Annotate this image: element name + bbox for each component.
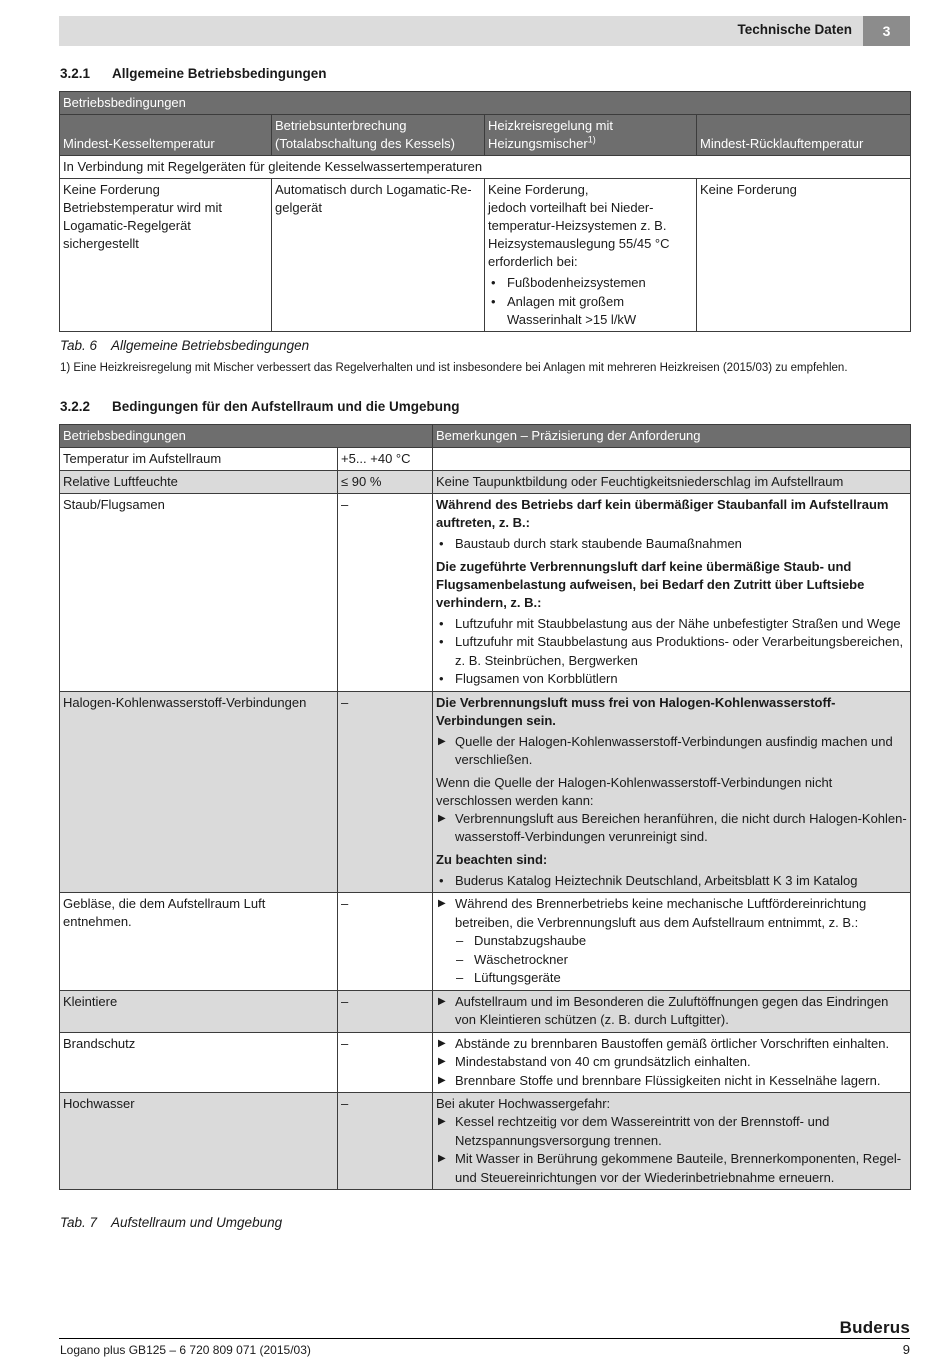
table-cell [433,1032,911,1093]
table-cell: – [338,1093,433,1190]
table-cell: – [338,494,433,692]
section-title: Bedingungen für den Aufstellraum und die Umgebung [112,399,460,414]
col-header-min-return-temp: Mindest-Rücklauftemperatur [697,115,911,156]
list-item: ▶ Verbrennungsluft aus Bereichen heranführen, die nicht durch Halogen-Kohlen-wasserstoff-Verbindungen verunreinigt sind. [436,810,907,847]
footnote-marker: 1) [587,134,596,145]
table-cell: Automatisch durch Logamatic-Re- gelgerät [272,179,485,332]
page-header [59,16,910,46]
table-cell: Temperatur im Aufstellraum [60,448,338,471]
table-cell: Die Verbrennungsluft muss frei von Halogen-Kohlenwasserstoff-Verbindungen sein. ▶ Quelle der Halogen-Kohlenwasserstoff-Verbindungen ausfindig machen und verschließen. Wenn die Quelle der Halogen-Kohlenwasserstoff-Verbindungen nicht verschlossen werden kann: ▶ Verbrennungsluft aus Bereichen heranführen, die nicht durch Halogen-Kohlen-wasserstoff-Verbindungen verunreinigt sind. Zu beachten sind: • Buderus Katalog Heiztechnik Deutschland, Arbeitsblatt K 3 im Katalog [433,691,911,893]
section-number: 3.2.2 [60,399,91,414]
col-header-heating-circuit: Heizkreisregelung mit Heizungsmischer$^{1)}$ [485,115,697,156]
header-title: Technische Daten [737,22,852,37]
table-cell: Halogen-Kohlenwasserstoff-Verbindungen [60,691,338,893]
table-cell: Staub/Flugsamen [60,494,338,692]
table-cell: Brandschutz [60,1032,338,1093]
table-cell: – [338,691,433,893]
list-item: ▶ Kessel rechtzeitig vor dem Wassereintritt von der Brennstoff- und Netzspannungsversorgung trennen. [436,1113,907,1150]
table-cell: +5... +40 °C [338,448,433,471]
col-header-min-boiler-temp: Mindest-Kesseltemperatur [60,115,272,156]
col-header-interruption: Betriebsunterbrechung (Totalabschaltung des Kessels) [272,115,485,156]
table-cell: Bei akuter Hochwassergefahr: ▶ Kessel rechtzeitig vor dem Wassereintritt von der Brennstoff- und Netzspannungsversorgung trennen. ▶ Mit Wasser in Berührung gekommene Bauteile, Brennerkomponenten, Regel- und Steuereinrichtungen vor der Wiederinbetriebnahme erneuern. [433,1093,911,1190]
table-cell: Keine Forderung, jedoch vorteilhaft bei Nieder- temperatur-Heizsystemen z. B. Heizsystemauslegung 55/45 °C erforderlich bei: • Fußbodenheizsystemen • Anlagen mit großem Wasserinhalt >15 l/kW [485,179,697,332]
table-caption-6: Tab. 6 Allgemeine Betriebsbedingungen [60,338,310,353]
table-cell [433,990,911,1032]
list-item: ▶ Brennbare Stoffe und brennbare Flüssigkeiten nicht in Kesselnähe lagern. [436,1072,907,1091]
page-number: 9 [902,1342,910,1357]
table-cell: – [338,990,433,1032]
buderus-logo: Buderus [839,1318,910,1337]
table-cell [433,893,911,991]
table-span-row: In Verbindung mit Regelgeräten für gleitende Kesselwassertemperaturen [60,156,911,179]
table-cell: – [338,893,433,991]
table-group-header: Betriebsbedingungen [60,92,911,115]
list-item: • Fußbodenheizsystemen [488,274,693,293]
table-cell: Relative Luftfeuchte [60,471,338,494]
table-cell [433,448,911,471]
table-cell: Während des Betriebs darf kein übermäßiger Staubanfall im Aufstellraum auftreten, z. B.: • Baustaub durch stark staubende Baumaßnahmen Die zugeführte Verbrennungsluft darf keine übermäßige Staub- und Flugsamenbelastung aufweisen, bei Bedarf den Zutritt über Luftsiebe verhindern, z. B.: • Luftzufuhr mit Staubbelastung aus der Nähe unbefestigter Straßen und Wege • Luftzufuhr mit Staubbelastung aus Produktions- oder Verarbeitungsbereichen, z. B. Steinbrüchen, Bergwerken • Flugsamen von Korbblütlern [433,494,911,692]
operating-conditions-table [59,91,911,332]
table-cell: Keine Forderung [697,179,911,332]
list-item: – Wäschetrockner [436,951,907,970]
table-cell: ≤ 90 % [338,471,433,494]
list-item: • Anlagen mit großem Wasserinhalt >15 l/kW [488,293,693,330]
table-cell: Keine Taupunktbildung oder Feuchtigkeitsniederschlag im Aufstellraum [433,471,911,494]
list-item: • Luftzufuhr mit Staubbelastung aus Produktions- oder Verarbeitungsbereichen, z. B. Steinbrüchen, Bergwerken [436,633,907,670]
list-item: • Flugsamen von Korbblütlern [436,670,907,689]
table-cell: Hochwasser [60,1093,338,1190]
installation-room-table [59,424,911,1190]
list-item: ▶ Aufstellraum und im Besonderen die Zuluftöffnungen gegen das Eindringen von Kleintieren schützen (z. B. durch Luftgitter). [436,993,907,1030]
section-number: 3.2.1 [60,66,91,81]
list-item: • Buderus Katalog Heiztechnik Deutschland, Arbeitsblatt K 3 im Katalog [436,872,907,891]
section-heading-322 [60,399,460,414]
list-item: – Dunstabzugshaube [436,932,907,951]
chapter-number: 3 [863,16,910,46]
footer-divider [59,1338,910,1339]
col-header-conditions: Betriebsbedingungen [60,425,433,448]
table-cell: – [338,1032,433,1093]
list-item: ▶ Mit Wasser in Berührung gekommene Bauteile, Brennerkomponenten, Regel- und Steuereinrichtungen vor der Wiederinbetriebnahme erneuern. [436,1150,907,1187]
table-cell: Gebläse, die dem Aufstellraum Luft entnehmen. [60,893,338,991]
list-item: ▶ Abstände zu brennbaren Baustoffen gemäß örtlicher Vorschriften einhalten. [436,1035,907,1054]
section-heading-321 [60,66,327,81]
list-item: – Lüftungsgeräte [436,969,907,988]
list-item: ▶ Während des Brennerbetriebs keine mechanische Luftfördereinrichtung betreiben, die Verbrennungsluft aus dem Aufstellraum entnimmt, z. B.: [436,895,907,932]
col-header-remarks: Bemerkungen – Präzisierung der Anforderung [433,425,911,448]
list-item: ▶ Mindestabstand von 40 cm grundsätzlich einhalten. [436,1053,907,1072]
table-cell: Kleintiere [60,990,338,1032]
table-caption-7: Tab. 7 Aufstellraum und Umgebung [60,1215,283,1230]
list-item: • Baustaub durch stark staubende Baumaßnahmen [436,535,907,554]
section-title: Allgemeine Betriebsbedingungen [112,66,327,81]
document-reference: Logano plus GB125 – 6 720 809 071 (2015/03) [60,1343,311,1357]
table-cell: Keine Forderung Betriebstemperatur wird mit Logamatic-Regelgerät sichergestellt [60,179,272,332]
footnote: 1) Eine Heizkreisregelung mit Mischer verbessert das Regelverhalten und ist insbesondere bei Anlagen mit mehreren Heizkreisen (2015/03) zu empfehlen. [60,362,848,374]
list-item: • Luftzufuhr mit Staubbelastung aus der Nähe unbefestigter Straßen und Wege [436,615,907,634]
list-item: ▶ Quelle der Halogen-Kohlenwasserstoff-Verbindungen ausfindig machen und verschließen. [436,733,907,770]
